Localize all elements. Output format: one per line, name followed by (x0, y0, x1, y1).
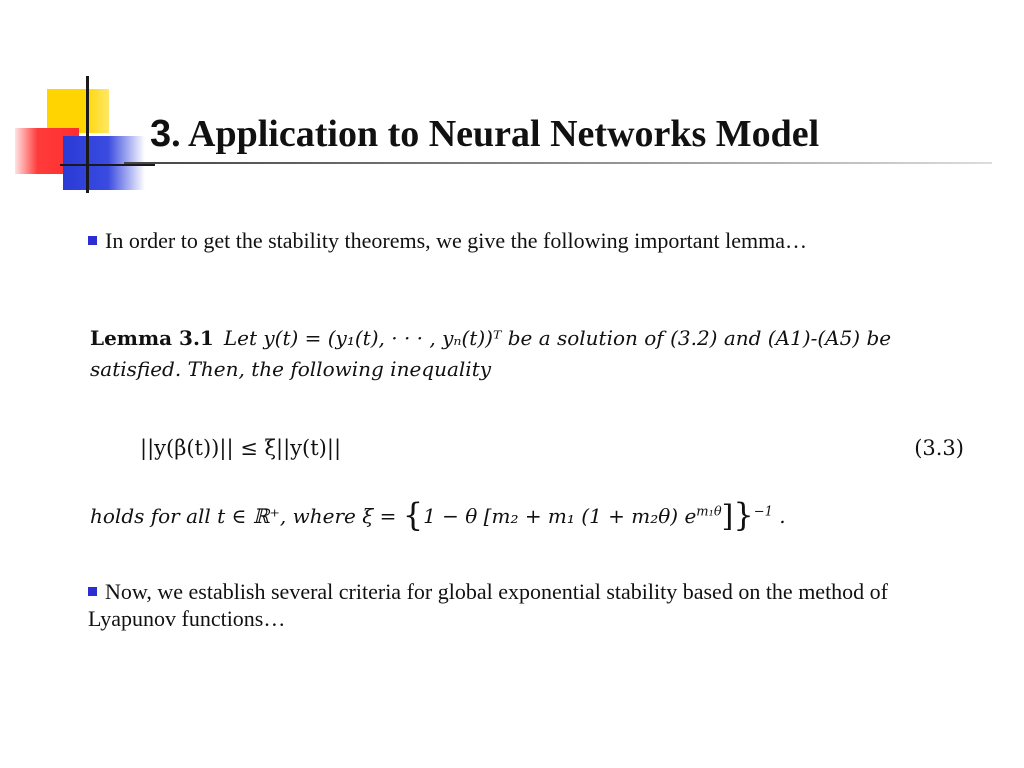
bullet-square-icon (88, 587, 97, 596)
title-text: . Application to Neural Networks Model (171, 113, 820, 155)
right-bracket: ] (721, 499, 734, 534)
lemma-statement: Let y(t) = (y₁(t), · · · , yₙ(t))ᵀ be a solution of (3.2) and (A1)-(A5) be satisfied. Then, the following inequality (90, 326, 892, 381)
condition-formula: 1 − θ [m₂ + m₁ (1 + m₂θ) e (423, 504, 697, 528)
equation-number: (3.3) (914, 436, 964, 460)
bullet-item (88, 578, 968, 632)
decor-yellow-block (47, 89, 109, 133)
left-brace: { (402, 496, 424, 534)
decor-horizontal-line (60, 164, 155, 166)
bullet-square-icon (88, 236, 97, 245)
title-number: 3 (150, 113, 172, 155)
slide-title (150, 112, 1000, 156)
decor-vertical-line (86, 76, 89, 193)
inverse-exponent: −1 (753, 504, 773, 520)
condition-suffix: . (779, 504, 786, 528)
title-underline (124, 162, 992, 164)
lemma-block (90, 323, 970, 385)
lemma-label: Lemma 3.1 (90, 326, 214, 350)
bullet-text: Now, we establish several criteria for global exponential stability based on the method of Lyapunov functions… (88, 579, 889, 631)
condition-prefix: holds for all t ∈ ℝ⁺, where ξ = (90, 504, 403, 528)
bullet-text: In order to get the stability theorems, we give the following important lemma… (105, 228, 808, 253)
exponent: m₁θ (696, 504, 722, 520)
right-brace: } (733, 496, 754, 534)
lemma-condition (90, 496, 970, 534)
bullet-item (88, 227, 968, 254)
inequality-equation: ||y(β(t))|| ≤ ξ||y(t)|| (140, 436, 342, 460)
